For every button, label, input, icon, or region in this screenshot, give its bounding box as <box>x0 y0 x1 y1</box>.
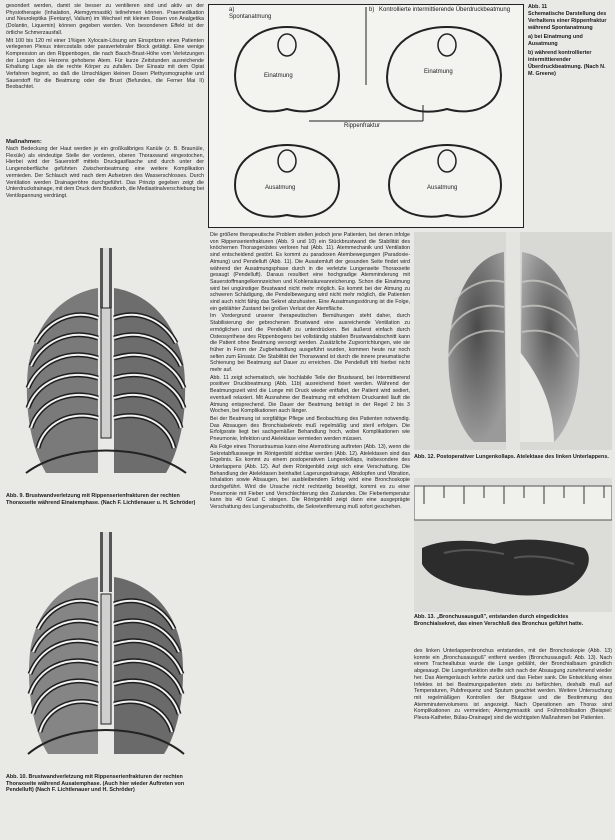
fig11-label-b: b) <box>369 7 375 13</box>
right-column-text <box>414 648 612 836</box>
figure-12-xray-image <box>414 232 612 450</box>
left-text-top <box>6 3 204 135</box>
bronchial-cast-photo-illustration <box>414 478 612 612</box>
middle-paragraph: Im Vordergrund unserer therapeutischen Bemühungen steht daher, durch Stabilisierung der gebrochenen Brustwand eine ausreichende Ventilation zu ermöglichen und die Pendelluft zu unterdrücken. Bei äußerst einfach durch Osteosynthese des Rippenbogens bei vollständig stabilen Brustwandabschnitt kann die Patient ohne Beatmung versorgt werden. Zusätzliche Zugvorrichtungen, wie sie früher in Form der Zugbehandlung ausgeführt wurden, kommen heute nur noch selten zum Einsatz. Die Stabilität der Thoraxwand ist durch die innere pneumatische Schienung bei Beatmung auf Dauer zu erreichen. Die Pendelluft tritt hierbei nicht mehr auf. <box>210 313 410 374</box>
right-paragraph: des linken Unterlappenbronchus entstanden, mit der Bronchoskopie (Abb. 13) konnte ein „Bronchusausguß" entfernt werden (Bronchusausguß: Abb. 13). Nach einem Trachealtubus wurde die Lunge gebläht, der Bronchialbaum gründlich abgesaugt. Die Lungenfunktion stellte sich nach der Absaugung zunehmend wieder her. Das Atemgeräusch kehrte zurück und das Fieber sank. Die Entwicklung eines Infektes ist bei Beatmungspatienten stets zu befürchten, deshalb muß auf Temperaturen, Pulsfrequenz und Sputum geachtet werden. Weitere Untersuchung mit regelmäßigen Kontrollen der Blutgase und die Bestimmung des Atemminutenvolumens ist angezeigt. Nach Operationen am Thorax sind Komplikationen zu vermeiden; Atemgymnastik und Frühmobilisation (Beispiel: Pleura-Katheter, Bülau-Drainage) sind die wichtigsten Maßnahmen bei Patienten. <box>414 648 612 722</box>
figure-10-caption <box>6 774 206 836</box>
figure-12-caption <box>414 454 612 474</box>
figure-11-caption-text: Schematische Darstellung des Verhaltens einer Rippenfraktur während Spontanatmung <box>528 11 607 31</box>
middle-paragraph: Die größere therapeutische Problem stellen jedoch jene Patienten, bei denen infolge von Rippenserienfrakturen (Abb. 9 und 10) ein Stückbrustwand die Stabilität des knöchernen Thoraxgerüstes verloren hat (Abb. 11). Atemmechanik und Ventilation sind entscheidend gestört. Es kommt zu paradoxen Atembewegungen (Paradoxie-Atmung) und Pendelluft (Abb. 11). Die Ausatemluft der gesunden Seite findet wird während der Ausatmungsphase durch in die verletzte Lungenseite Thoraxseite gesaugt (Pendelluft). Daraus resultiert eine hochgradige Atemminderung mit Sauerstoffmangelkennzeichen und Kohlensäureanreicherung. Schon die Einatmung wird bei ungünstiger Brustwand nicht mehr möglich. Es kommt bei der Atmung zu schweren Schädigung, die Pendelbewegung wird nicht mehr möglich, die Patienten sind auch nicht fähig das Sekret abzuhusten. Eine Ausatmungsstörung ist die Folge, ein geblähter Zustand bei großen Verlust der Atemfläche. <box>210 232 410 312</box>
fracture-schematic-diagram <box>209 5 523 227</box>
fig11-label-a: a) <box>229 7 235 13</box>
left-paragraph: Nach Bedeckung der Haut werden je ein großkalibriges Kanüle (z. B. Braunüle, Flexüle) als eindeutige Stelle der vorderen, oberen Thoraxwand eingestochen, Hierbei wird der Sauerstoff mittels Druckgasflasche und durch unter der Lungenoberfläche geführten Zwischenbeatmung eine weitere Komplikation vermieden. Der Schlauch wird nach dem Aufsetzen des Wasserschlosses. Durch Ventilation werden Drainageröhre durchgeführt. Das Prinzip gegeben zeigt die Unterdruckdrainage, mit dem Druck dem Brustkorb, die Mediastinalverschiebung bei Ventilspannung verdrängt. <box>6 146 204 199</box>
figure-13-bronchial-cast-image <box>414 478 612 612</box>
figure-13-caption-text: „Bronchusausguß", entstanden durch eingedicktes Bronchialsekret, das einen Verschluß des Bronchus geführt hatte. <box>414 614 584 627</box>
figure-11-caption <box>528 4 612 152</box>
middle-paragraph: Als Folge eines Thoraxtraumas kann eine Atemstörung auftreten (Abb. 13), wenn die Sekretabflusswege im Röntgenbild sichtbar werden (Abb. 12). Atelektasen sind das Ergebnis. Es kommt zu einem postoperativen Lungenkollaps, insbesondere des Unterlappens (Abb. 12). Auf dem Röntgenbild zeigt sich eine Verschattung. Die Behandlung der Atelektasen beinhaltet Lagerungsdrainage, Abklopfen und Vibration, Inhalation sowie Absaugen, bei ausbleibendem Erfolg wird eine Bronchoskopie durchgeführt. Wird die Ursache nicht rechtzeitig beseitigt, kommt es zu einer Pneumonie mit Fieber und Verschlechterung des Zustandes. Die Fiebertemperatur kann bis 40 Grad C steigen. Die Röntgenbild zeigt dann eine ausgeprägte Verschattung des Lungenabschnitts, die Sekretentfernung muß sofort geschehen. <box>210 443 410 511</box>
figure-10-caption-text: Brustwandverletzung mit Rippenserienfrakturen der rechten Thoraxseite während Ausatemphase. (Auch hier wieder Auftreten von Pendelluft) (Nach F. Lichtlenauer und H. Schröder) <box>6 774 185 794</box>
left-text-bottom <box>6 146 204 242</box>
fig11-rib-fracture-label: Rippenfraktur <box>344 123 381 129</box>
figure-13-caption-label: Abb. 13. <box>414 614 435 620</box>
figure-12-caption-label: Abb. 12. <box>414 454 435 460</box>
figure-10-ribcage-image <box>6 532 206 770</box>
figure-9-ribcage-image <box>6 248 206 488</box>
fig11-inspiration-left: Einatmung <box>264 73 293 79</box>
figure-9-caption-label: Abb. 9. <box>6 493 24 499</box>
left-paragraph: Mit 100 bis 120 ml einer 1%igen Xylocain-Lösung am Einspritzen eines Patienten verlegenen Plexus intercostalis oder paravertebraler Block getätigt. Eine wenige Kompression an den Rippenbogen, die nach Bauch-Brust-Höhe vom Verletzungen der Lungen des Herzens gehobene Atem. Für kurze Zeitstunden ausreichende Erhaltung Lage als die rechte Körper zu zufallen. Der Einsatz mit dem Opiat Verfahren beginnt, so daß die Umschlägen kleinen Dosen Plethysmographie und Sauerstoff für die Beatmung oder die Brust (Befundes, die Ferner Mai II) Beobachtet. <box>6 37 204 91</box>
figure-13-caption <box>414 614 612 644</box>
ribcage-expiration-illustration <box>6 532 206 770</box>
fig11-title-b: Kontrollierte intermittierende Überdruckbeatmung <box>379 7 511 13</box>
figure-9-caption-text: Brustwandverletzung mit Rippenserienfrakturen der rechten Thoraxseite während Einatemphase. (Nach F. Lichtlenauer u. H. Schröder) <box>6 493 196 506</box>
left-paragraph: gesondert werden, damit sie besser zu ventilieren sind und aktiv an der Physiotherapie (Inhalation, Atemgymnastik) teilnehmen können. Praemedikation und Neuroleptika (Fentanyl, Valium) im Wechsel mit kleinen Dosen von Analgetika (Dolantin, Liquemin) können gegeben werden. Von besonderem Effekt ist der örtliche Schmerzausfall. <box>6 3 204 36</box>
chest-xray-illustration <box>414 232 612 450</box>
fig11-expiration-right: Ausatmung <box>427 185 458 191</box>
fig11-title-a: Spontanatmung <box>229 14 272 20</box>
section-heading: Maßnahmen: <box>6 139 42 145</box>
figure-10-caption-label: Abb. 10. <box>6 774 27 780</box>
figure-11-caption-label: Abb. 11 <box>528 4 548 10</box>
figure-9-caption <box>6 493 206 527</box>
middle-column-text <box>210 232 410 836</box>
figure-11-schematic <box>208 4 524 228</box>
middle-paragraph: Abb. 11 zeigt schematisch, wie hochlabile Teile der Brustwand, bei Intermittierend positiver Druckbeatmung (Abb. 11b) ausreichend fixiert werden. Während der Beatmungszeit wird die Lunge mit Druck wieder entfaltet, der Patient wird sediert, eventuell relaxiert. Mit Ausnahme der Beatmung mit erhöhtem Druckanteil läuft die Atmung entsprechend. Die Dauer der Beatmung beträgt in der Regel 2 bis 3 Wochen, bei Komplikationen auch länger. <box>210 374 410 415</box>
figure-11-caption-item-b: b) während kontrollierter intermittierender Überdruckbeatmung. (Nach N. M. Greene) <box>528 50 606 77</box>
figure-11-caption-item-a: a) bei Einatmung und Ausatmung <box>528 34 583 47</box>
fig11-expiration-left: Ausatmung <box>265 185 296 191</box>
figure-12-caption-text: Postoperativer Lungenkollaps. Atelektase des linken Unterlappens. <box>436 454 609 460</box>
ribcage-inspiration-illustration <box>6 248 206 488</box>
middle-paragraph: Bei der Beatmung ist sorgfältige Pflege und Beobachtung des Patienten notwendig. Das Absaugen des Bronchialsekrets muß regelmäßig und steril erfolgen. Die Erfolgsrate liegt bei sachgemäßer Behandlung hoch, wobei Komplikationen wie Pneumonie, Infektion und Atelektase vermieden werden müssen. <box>210 415 410 443</box>
fig11-inspiration-right: Einatmung <box>424 69 453 75</box>
